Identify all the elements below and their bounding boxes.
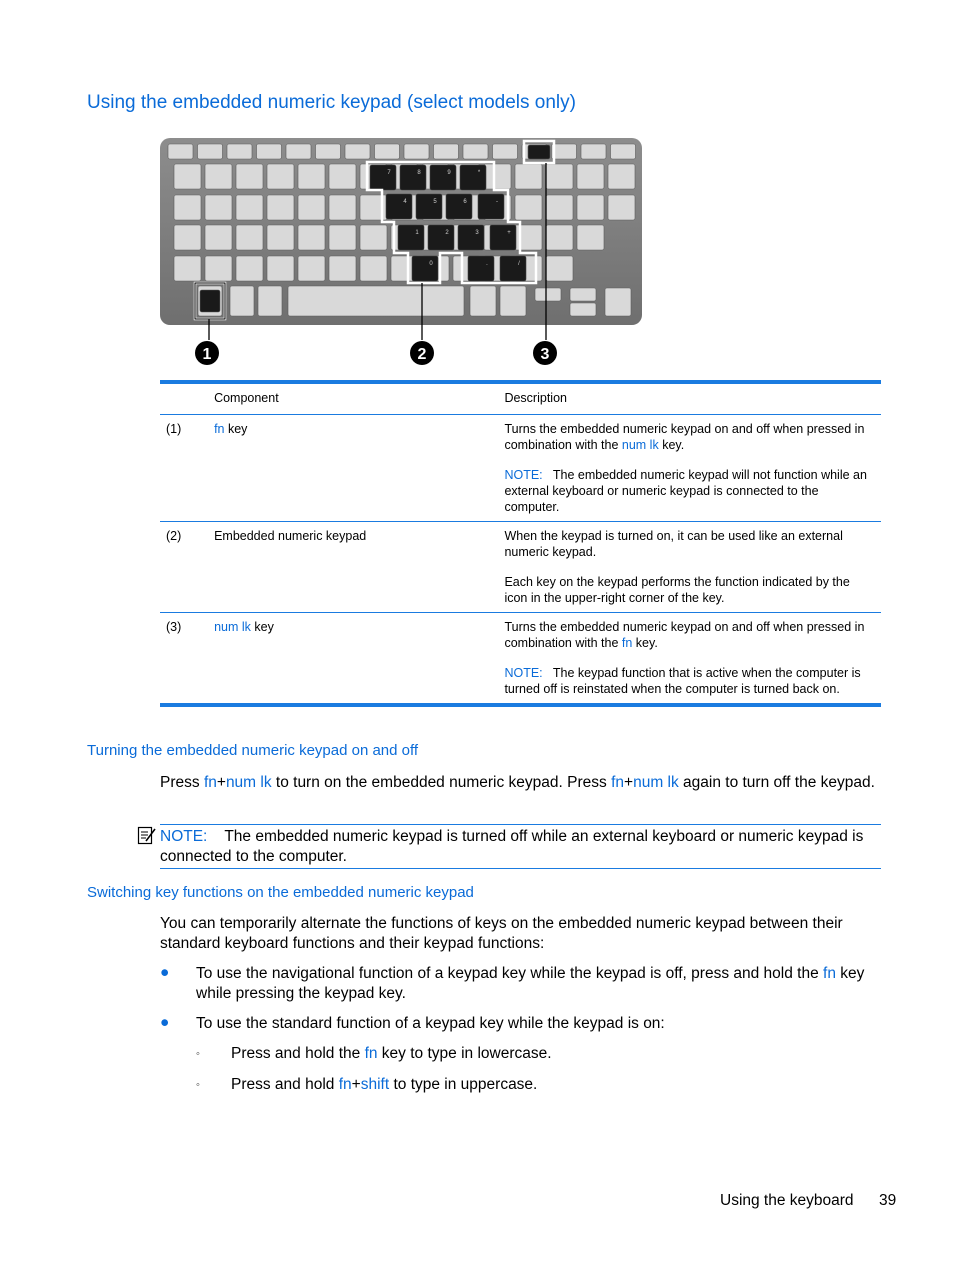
keyboard-key [581,144,606,159]
keypad-key [416,194,442,219]
key-fn: fn [338,1076,352,1093]
note-text: The embedded numeric keypad will not function while an external keyboard or numeric keypad is connected to the computer. [504,468,867,514]
bullet-item-standard: To use the standard function of a keypad key while the keypad is on: [196,1015,665,1032]
key-fn: fn [823,965,836,982]
keyboard-key [329,164,356,189]
key-numlk: num lk [225,774,272,791]
key-fn: fn [611,774,625,791]
keyboard-key [298,256,325,281]
keyboard-key [236,164,263,189]
keypad-key-label: 3 [475,230,479,236]
keyboard-key [257,144,282,159]
keyboard-key [205,195,232,220]
key-name: fn [214,422,225,436]
plus: + [624,774,634,791]
keyboard-key [174,164,201,189]
plus: + [216,774,226,791]
plus: + [351,1076,361,1093]
keyboard-key [434,144,459,159]
keyboard-key [286,144,311,159]
keypad-key [490,225,516,250]
note-box [160,824,881,869]
keyboard-key [236,195,263,220]
keypad-key-label: 9 [447,170,451,176]
keyboard-key [298,164,325,189]
keyboard-key [546,195,573,220]
text: to turn on the embedded numeric keypad. Press [271,774,612,791]
keyboard-key [546,225,573,250]
section-heading-switching-functions: Switching key functions on the embedded numeric keypad [87,884,474,901]
row-component [208,415,498,522]
keyboard-key [611,144,636,159]
keyboard-key [236,225,263,250]
row-num: (2) [166,529,182,543]
keyboard-key [345,144,370,159]
text: key to type in lowercase. [377,1045,552,1062]
footer-chapter: Using the keyboard [720,1192,854,1209]
keypad-key [370,165,396,190]
page-number: 39 [879,1192,897,1209]
sub-item-uppercase [231,1075,537,1095]
keyboard-key [174,195,201,220]
keyboard-key [404,144,429,159]
text: Press and hold [231,1076,339,1093]
keyboard-key [493,144,518,159]
keypad-key [430,165,456,190]
table-row [160,613,881,706]
header-component: Component [214,391,279,405]
note [504,665,875,697]
keyboard-key [546,256,573,281]
keyboard-key [577,195,604,220]
keypad-key [458,225,484,250]
callout-2: 2 [417,346,427,363]
keyboard-figure [160,138,642,368]
component-suffix: key [224,422,248,436]
keypad-key-label: 5 [433,199,437,205]
keyboard-key [515,164,542,189]
numlk-key [528,145,550,159]
desc-key: num lk [621,438,659,452]
table-row [160,522,881,613]
keypad-key [468,256,494,281]
paragraph-intro: You can temporarily alternate the functions of keys on the embedded numeric keypad between their standard keyboard functions and their keypad functions: [160,915,843,952]
keypad-key-label: 7 [387,170,391,176]
fn-key [200,290,220,312]
keyboard-key [230,286,254,316]
sub-bullet-circle: ◦ [196,1079,200,1091]
keyboard-key [515,195,542,220]
keyboard-key [258,286,282,316]
keyboard-key [570,288,596,301]
text: Press [160,774,204,791]
keypad-key-label: 2 [445,230,449,236]
row-description [498,522,881,613]
keyboard-key [227,144,252,159]
row-description [498,415,881,522]
key-shift: shift [360,1076,390,1093]
keypad-key-label: 0 [429,261,433,267]
description-text [504,421,875,453]
desc-pre: Turns the embedded numeric keypad on and off when pressed in combination with the [504,422,865,452]
row-num: (3) [166,620,182,634]
header-description: Description [504,391,567,405]
description-text: Each key on the keypad performs the function indicated by the icon in the upper-right corner of the key. [504,575,850,605]
keyboard-key [174,256,201,281]
keyboard-key [267,164,294,189]
note [504,467,875,515]
keyboard-key [608,164,635,189]
component-table [160,380,881,707]
text: Press and hold the [231,1045,365,1062]
text: key while pressing the keypad key. [196,965,865,1002]
keypad-key-label: + [507,230,511,236]
callout-3: 3 [540,346,550,363]
keypad-key-label: 1 [415,230,419,236]
keypad-key [398,225,424,250]
table-header-row [160,382,881,415]
page-title: Using the embedded numeric keypad (select models only) [87,92,576,113]
keyboard-key [168,144,193,159]
keyboard-key [329,256,356,281]
description-text: When the keypad is turned on, it can be used like an external numeric keypad. [504,529,843,559]
keypad-key-label: 8 [417,170,421,176]
description-text [504,619,875,651]
keypad-key [386,194,412,219]
desc-pre: Turns the embedded numeric keypad on and off when pressed in combination with the [504,620,865,650]
paragraph-press-keys [160,773,880,793]
key-name: num lk [214,620,251,634]
keypad-key-label: 4 [403,199,407,205]
keypad-key-label: - [496,199,498,205]
desc-post: key. [632,636,658,650]
keyboard-key [267,195,294,220]
sub-item-lowercase [231,1044,552,1064]
section-heading-turning-keypad: Turning the embedded numeric keypad on and off [87,742,419,759]
keyboard-key [298,195,325,220]
row-component [208,613,498,706]
keyboard-key [375,144,400,159]
keyboard-key [577,164,604,189]
keypad-key [446,194,472,219]
note-icon [137,826,157,846]
keyboard-key [484,164,511,189]
keyboard-key [236,256,263,281]
key-fn: fn [364,1045,378,1062]
bullet-dot: ● [160,964,170,981]
keypad-key-label: 6 [463,199,467,205]
keyboard-key [470,286,496,316]
bullet-item-navigational [196,964,876,1003]
note-label: NOTE: [160,828,208,845]
keyboard-key [316,144,341,159]
row-component: Embedded numeric keypad [214,529,367,543]
keypad-key-label: . [486,261,488,267]
keyboard-key [463,144,488,159]
note-text: The keypad function that is active when the computer is turned off is reinstated when the computer is turned back on. [504,666,861,696]
keyboard-key [329,225,356,250]
desc-post: key. [658,438,685,452]
keyboard-key [267,256,294,281]
note-text: The embedded numeric keypad is turned off while an external keyboard or numeric keypad is connected to the computer. [160,828,864,865]
note-label: NOTE: [504,666,543,680]
sub-bullet-circle: ◦ [196,1048,200,1060]
keyboard-key [500,286,526,316]
keyboard-key [298,225,325,250]
keyboard-key [535,288,561,301]
key-fn: fn [203,774,217,791]
keyboard-key [205,256,232,281]
component-suffix: key [250,620,274,634]
desc-key: fn [621,636,633,650]
keyboard-key [205,225,232,250]
keyboard-key [546,164,573,189]
keyboard-key [267,225,294,250]
row-description [498,613,881,706]
bullet-dot: ● [160,1014,170,1031]
keyboard-key [608,195,635,220]
callout-1: 1 [202,346,212,363]
keyboard-key [570,303,596,316]
note-label: NOTE: [504,468,543,482]
key-numlk: num lk [633,774,679,791]
table-row [160,415,881,522]
keypad-key [428,225,454,250]
keyboard-key [174,225,201,250]
spacebar [288,286,464,316]
keyboard-key [360,225,387,250]
row-num: (1) [166,422,182,436]
text: to type in uppercase. [389,1076,538,1093]
keypad-key [478,194,504,219]
keyboard-key [360,256,387,281]
text: To use the navigational function of a keypad key while the keypad is off, press and hold the [196,965,824,982]
header-num [160,382,208,415]
text: again to turn off the keypad. [678,774,875,791]
keypad-key-label: / [518,261,520,267]
keypad-key [460,165,486,190]
keyboard-key [605,288,631,316]
keypad-key-label: * [477,170,481,176]
keyboard-key [198,144,223,159]
keyboard-key [329,195,356,220]
keypad-key [500,256,526,281]
keypad-key [400,165,426,190]
keyboard-key [205,164,232,189]
keypad-key [412,256,438,281]
keyboard-key [577,225,604,250]
